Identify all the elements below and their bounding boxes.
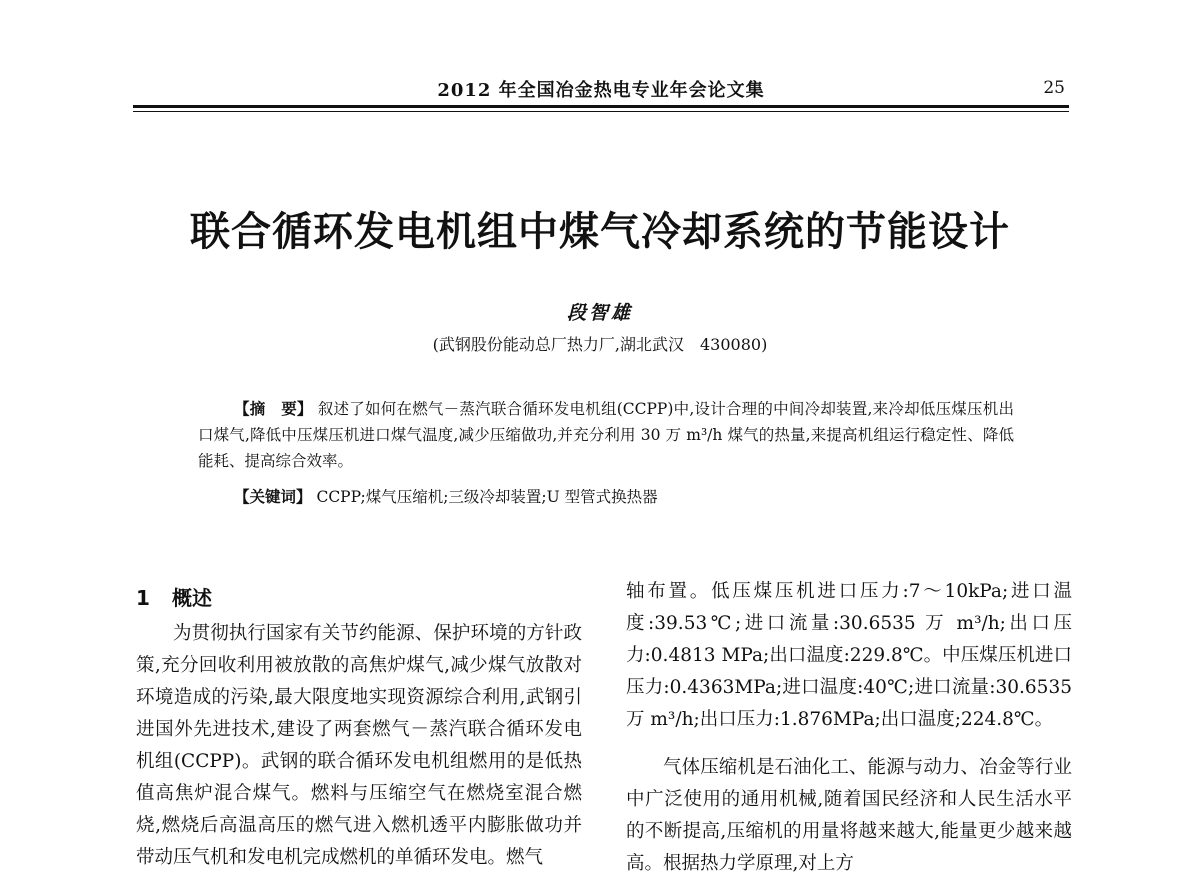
keywords bbox=[234, 484, 658, 510]
abstract-label: 【摘 要】 bbox=[234, 400, 313, 418]
right-column bbox=[626, 576, 1072, 880]
author-name: 段智雄 bbox=[566, 302, 633, 324]
author-affiliation: (武钢股份能动总厂热力厂,湖北武汉 430080) bbox=[432, 335, 768, 354]
section-title: 概述 bbox=[172, 586, 212, 610]
section-number: 1 bbox=[136, 586, 150, 610]
keywords-text: CCPP;煤气压缩机;三级冷却装置;U 型管式换热器 bbox=[316, 488, 658, 506]
section-heading bbox=[136, 580, 582, 616]
header-rule-thin bbox=[133, 111, 1069, 112]
body-paragraph-continued: 轴布置。低压煤压机进口压力:7～10kPa;进口温度:39.53℃;进口流量:30.6535 万 m³/h;出口压力:0.4813 MPa;出口温度:229.8℃。中压煤压机进口压力:0.4363MPa;进口温度:40℃;进口流量:30.6535 万 m³/h;出口压力:1.876MPa;出口温度;224.8℃。 bbox=[626, 581, 1072, 730]
header-rule-thick bbox=[133, 105, 1069, 108]
paper-title: 联合循环发电机组中煤气冷却系统的节能设计 bbox=[190, 208, 1010, 255]
abstract bbox=[198, 396, 1014, 474]
abstract-text: 叙述了如何在燃气－蒸汽联合循环发电机组(CCPP)中,设计合理的中间冷却装置,来冷却低压煤压机出口煤气,降低中压煤压机进口煤气温度,减少压缩做功,并充分利用 30 万 m³/h 煤气的热量,来提高机组运行稳定性、降低能耗、提高综合效率。 bbox=[198, 400, 1014, 470]
journal-title: 2012 年全国冶金热电专业年会论文集 bbox=[437, 80, 765, 101]
body-paragraph: 气体压缩机是石油化工、能源与动力、冶金等行业中广泛使用的通用机械,随着国民经济和人民生活水平的不断提高,压缩机的用量将越来越大,能量更少越来越高。根据热力学原理,对上方 bbox=[626, 757, 1072, 874]
left-column bbox=[136, 580, 582, 874]
page-number: 25 bbox=[1043, 78, 1065, 98]
body-paragraph: 为贯彻执行国家有关节约能源、保护环境的方针政策,充分回收利用被放散的高焦炉煤气,减少煤气放散对环境造成的污染,最大限度地实现资源综合利用,武钢引进国外先进技术,建设了两套燃气－蒸汽联合循环发电机组(CCPP)。武钢的联合循环发电机组燃用的是低热值高焦炉混合煤气。燃料与压缩空气在燃烧室混合燃烧,燃烧后高温高压的燃气进入燃机透平内膨胀做功并带动压气机和发电机完成燃机的单循环发电。燃气 bbox=[136, 623, 582, 868]
running-head bbox=[133, 76, 1069, 104]
keywords-label: 【关键词】 bbox=[234, 488, 312, 506]
